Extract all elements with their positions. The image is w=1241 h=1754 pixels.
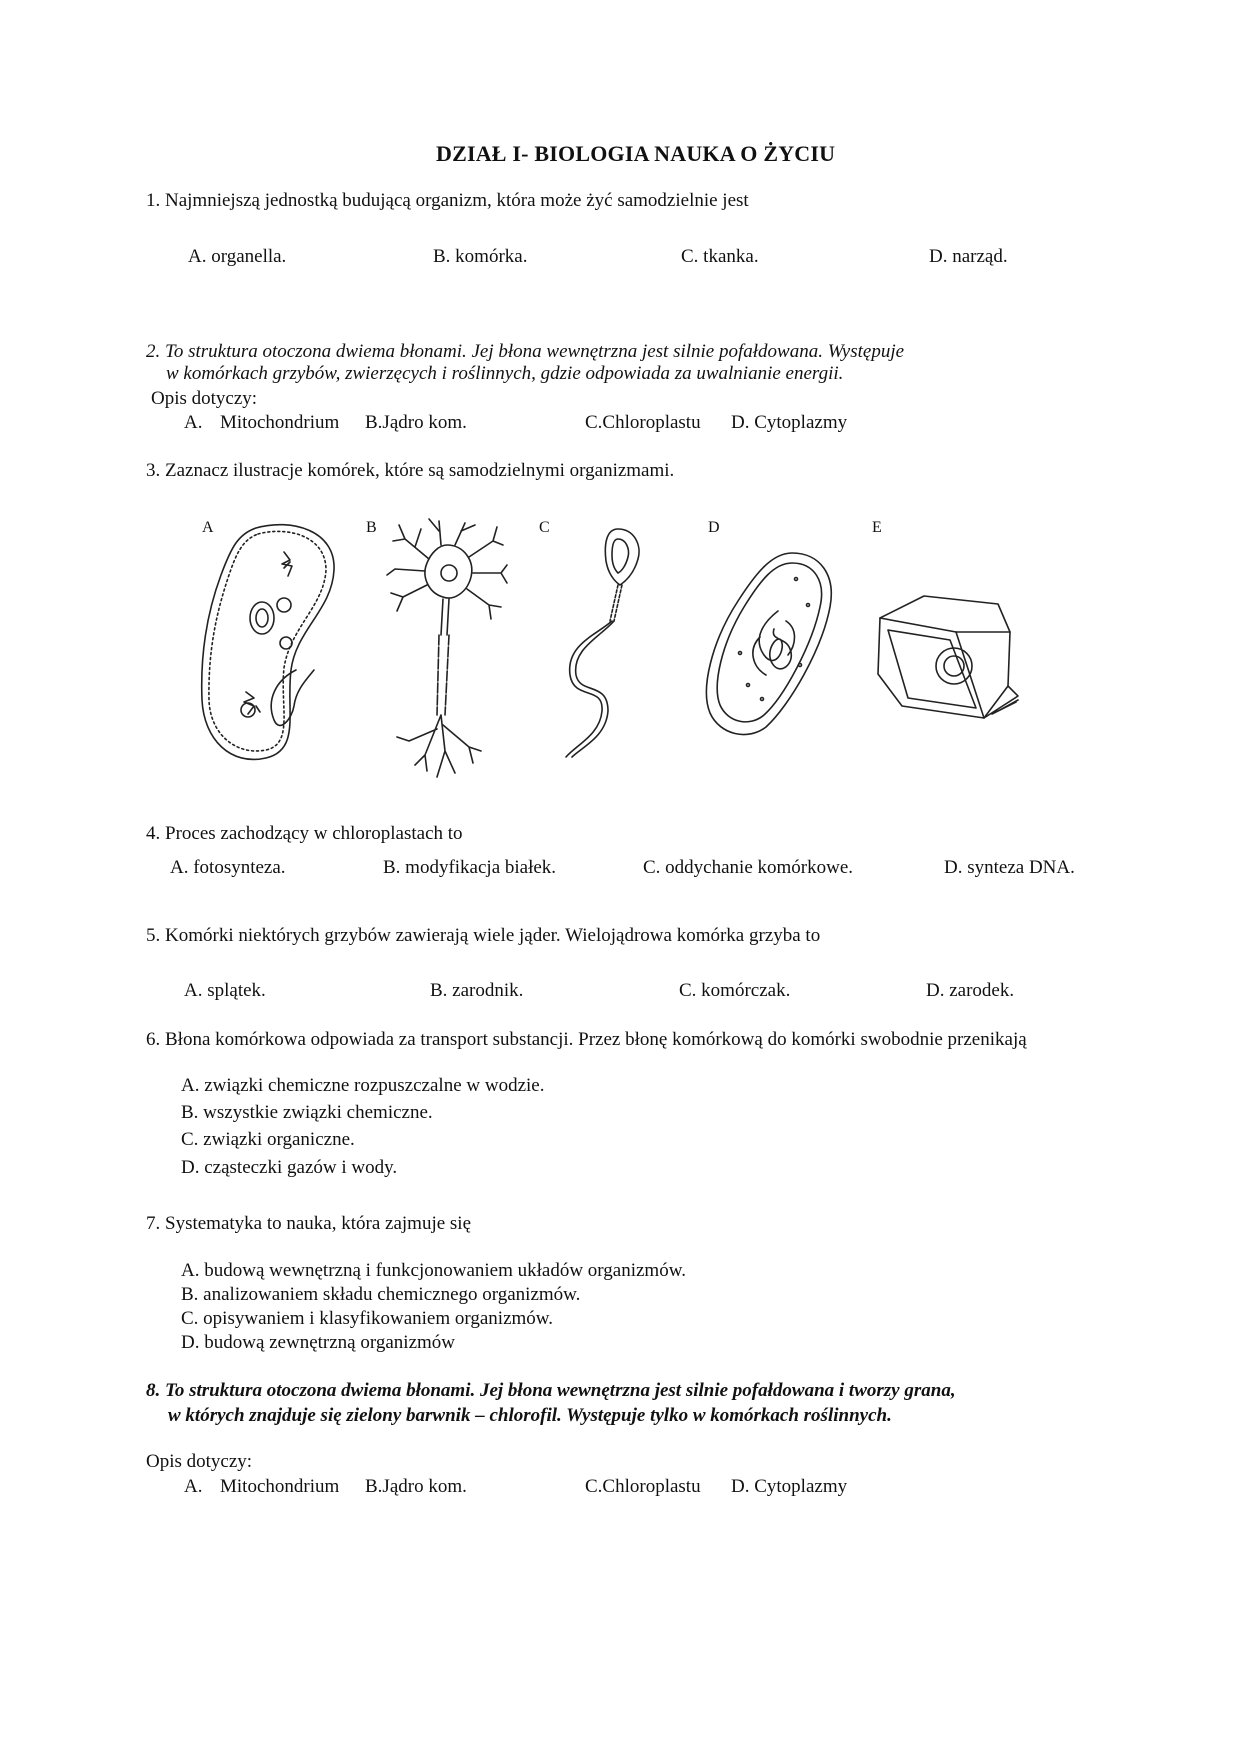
- q7-option-b[interactable]: B. analizowaniem składu chemicznego organizmów.: [181, 1284, 581, 1305]
- q8-option-c[interactable]: C.Chloroplastu: [585, 1476, 701, 1497]
- q2-option-b[interactable]: B.Jądro kom.: [365, 412, 467, 433]
- q1-option-a[interactable]: A. organella.: [188, 246, 287, 267]
- q5-option-b[interactable]: B. zarodnik.: [430, 980, 524, 1001]
- question-4-text: 4. Proces zachodzący w chloroplastach to: [146, 823, 463, 844]
- q2-option-a[interactable]: Mitochondrium: [220, 412, 340, 433]
- q8-option-b[interactable]: B.Jądro kom.: [365, 1476, 467, 1497]
- question-2-line-1: 2. To struktura otoczona dwiema błonami. Jej błona wewnętrzna jest silnie pofałdowana. Występuje: [146, 341, 905, 362]
- neuron-icon[interactable]: [385, 515, 510, 785]
- question-8-line-2: w których znajduje się zielony barwnik – chlorofil. Występuje tylko w komórkach roślinnych.: [168, 1405, 892, 1426]
- q8-option-a-letter[interactable]: A.: [184, 1476, 203, 1497]
- q4-option-c[interactable]: C. oddychanie komórkowe.: [643, 857, 854, 878]
- q8-option-d[interactable]: D. Cytoplazmy: [731, 1476, 848, 1497]
- illustration-label-c[interactable]: C: [539, 519, 550, 536]
- q6-option-d[interactable]: D. cząsteczki gazów i wody.: [181, 1157, 398, 1178]
- q2-option-d[interactable]: D. Cytoplazmy: [731, 412, 848, 433]
- question-3-text: 3. Zaznacz ilustracje komórek, które są samodzielnymi organizmami.: [146, 460, 675, 481]
- question-6-text: 6. Błona komórkowa odpowiada za transport substancji. Przez błonę komórkową do komórki swobodnie przenikają: [146, 1029, 1027, 1050]
- q1-option-b[interactable]: B. komórka.: [433, 246, 528, 267]
- question-8-line-1: 8. To struktura otoczona dwiema błonami. Jej błona wewnętrzna jest silnie pofałdowana i tworzy grana,: [146, 1380, 956, 1401]
- q1-option-d[interactable]: D. narząd.: [929, 246, 1008, 267]
- q2-opis-label: Opis dotyczy:: [151, 388, 258, 409]
- illustration-label-b[interactable]: B: [366, 519, 377, 536]
- question-5-text: 5. Komórki niektórych grzybów zawierają wiele jąder. Wielojądrowa komórka grzyba to: [146, 925, 821, 946]
- bacterium-icon[interactable]: [700, 545, 840, 740]
- page-title: DZIAŁ I- BIOLOGIA NAUKA O ŻYCIU: [436, 141, 836, 166]
- illustration-label-d[interactable]: D: [708, 519, 720, 536]
- illustration-label-a[interactable]: A: [202, 519, 214, 536]
- q8-option-a[interactable]: Mitochondrium: [220, 1476, 340, 1497]
- plant-cell-icon[interactable]: [872, 590, 1022, 725]
- q4-option-b[interactable]: B. modyfikacja białek.: [383, 857, 557, 878]
- paramecium-icon[interactable]: [196, 520, 346, 765]
- q6-option-c[interactable]: C. związki organiczne.: [181, 1129, 355, 1150]
- q6-option-b[interactable]: B. wszystkie związki chemiczne.: [181, 1102, 433, 1123]
- question-2-line-2: w komórkach grzybów, zwierzęcych i roślinnych, gdzie odpowiada za uwalnianie energii.: [166, 363, 844, 384]
- q7-option-d[interactable]: D. budową zewnętrzną organizmów: [181, 1332, 455, 1353]
- question-7-text: 7. Systematyka to nauka, która zajmuje się: [146, 1213, 472, 1234]
- q2-option-a-letter[interactable]: A.: [184, 412, 203, 433]
- q5-option-d[interactable]: D. zarodek.: [926, 980, 1015, 1001]
- q5-option-a[interactable]: A. splątek.: [184, 980, 266, 1001]
- q6-option-a[interactable]: A. związki chemiczne rozpuszczalne w wodzie.: [181, 1075, 545, 1096]
- q2-option-c[interactable]: C.Chloroplastu: [585, 412, 701, 433]
- question-1-text: 1. Najmniejszą jednostką budującą organizm, która może żyć samodzielnie jest: [146, 190, 749, 211]
- q7-option-a[interactable]: A. budową wewnętrzną i funkcjonowaniem układów organizmów.: [181, 1260, 686, 1281]
- q7-option-c[interactable]: C. opisywaniem i klasyfikowaniem organizmów.: [181, 1308, 554, 1329]
- q1-option-c[interactable]: C. tkanka.: [681, 246, 759, 267]
- q5-option-c[interactable]: C. komórczak.: [679, 980, 791, 1001]
- q4-option-d[interactable]: D. synteza DNA.: [944, 857, 1075, 878]
- sperm-cell-icon[interactable]: [556, 525, 656, 760]
- q8-opis-label: Opis dotyczy:: [146, 1451, 253, 1472]
- illustration-label-e[interactable]: E: [872, 519, 882, 536]
- q4-option-a[interactable]: A. fotosynteza.: [170, 857, 286, 878]
